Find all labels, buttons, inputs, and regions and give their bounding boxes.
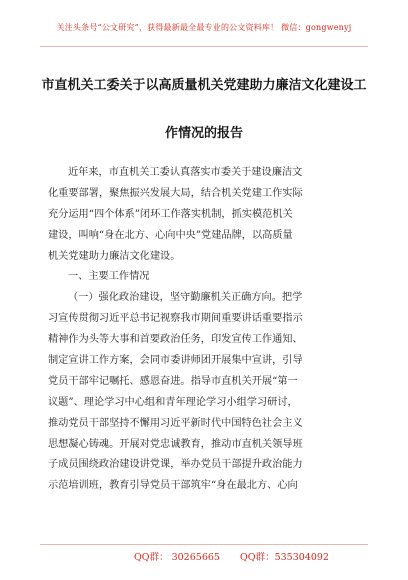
body-line: 化重要部署，聚焦振兴发展大局，结合机关党建工作实际 (48, 187, 303, 199)
body-line: （一）强化政治建设，坚守勤廉机关正确方向。把学 (68, 292, 303, 304)
section-heading: 一、主要工作情况 (68, 271, 150, 283)
footer-divider (40, 544, 368, 545)
body-line: 机关党建助力廉洁文化建设。 (48, 250, 181, 262)
top-banner: 关注头条号“公文研究”，获得最新最全最专业的公文资料库！ 微信：gongwenyj (56, 23, 352, 32)
document-title-line-1: 市直机关工委关于以高质量机关党建助力廉洁文化建设工 (41, 78, 367, 93)
document-title-line-2: 作情况的报告 (164, 126, 243, 141)
body-line: 制定宣讲工作方案，会同市委讲师团开展集中宣讲，引导 (48, 355, 303, 367)
body-line: 建设，叫响“身在北方、心向中央”党建品牌，以高质量 (48, 229, 293, 241)
body-line: 精神作为头等大事和首要政治任务，印发宣传工作通知、 (48, 334, 303, 346)
body-line: 推动党员干部坚持不懈用习近平新时代中国特色社会主义 (48, 417, 303, 429)
body-line: 示范培训班，教育引导党员干部筑牢“身在最北方、心向 (48, 480, 298, 492)
qq-group-1: QQ群： 30265665 (134, 552, 220, 563)
document-body (48, 163, 366, 497)
body-line: 充分运用“四个体系”闭环工作落实机制，抓实模范机关 (48, 208, 293, 220)
qq-group-2: QQ群：535304092 (240, 552, 329, 563)
body-line: 近年来，市直机关工委认真落实市委关于建设廉洁文 (68, 167, 303, 178)
body-line: 议题”、理论学习中心组和青年理论学习小组学习研讨， (48, 396, 298, 408)
body-line: 习宣传贯彻习近平总书记视察我市期间重要讲话重要指示 (48, 313, 303, 325)
body-line: 思想凝心铸魂。开展对党忠诚教育，推动市直机关领导班 (48, 438, 303, 450)
header-divider (40, 46, 368, 47)
body-line: 子成员围绕政治建设讲党课，举办党员干部提升政治能力 (48, 459, 303, 471)
body-line: 党员干部牢记嘱托、感恩奋进。指导市直机关开展“第一 (48, 375, 298, 387)
